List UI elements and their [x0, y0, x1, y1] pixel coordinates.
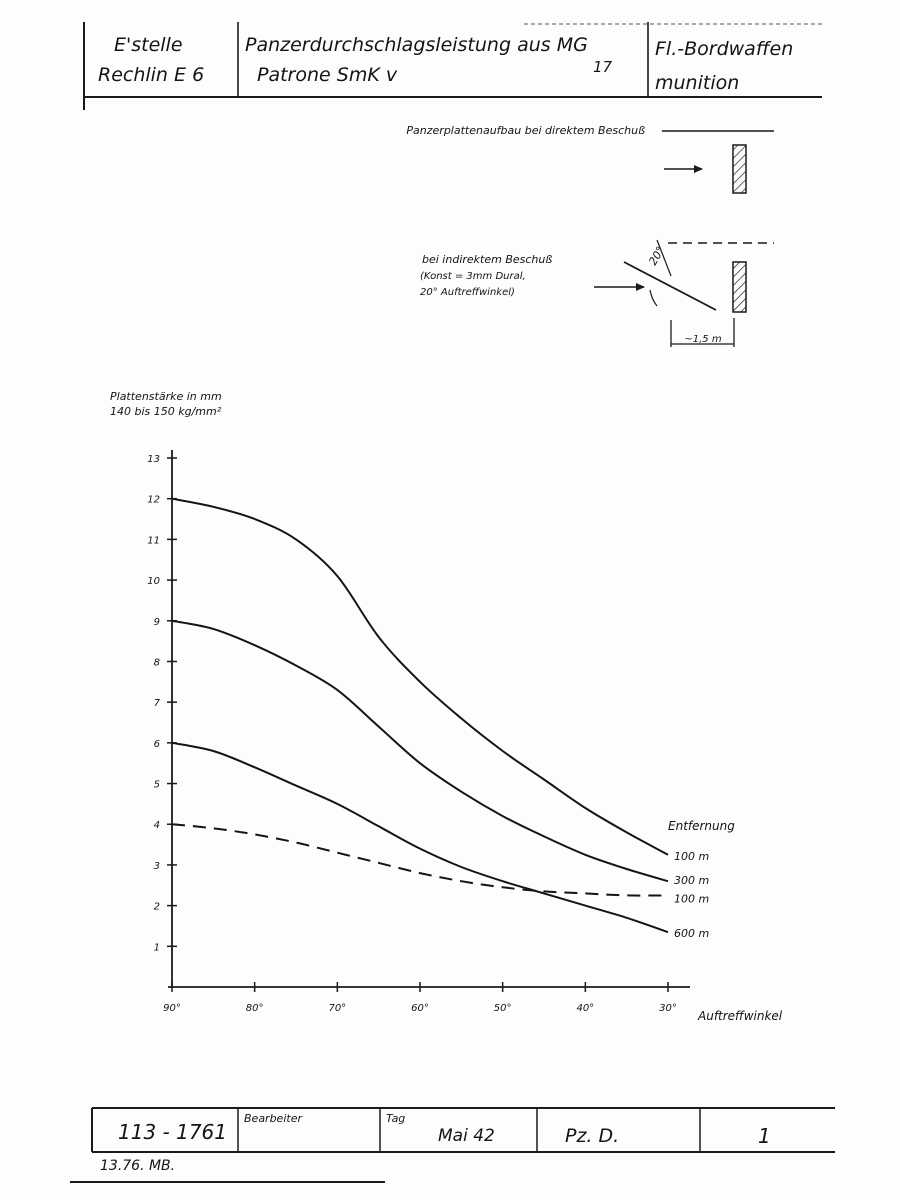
indirect-fire-line-2: (Konst = 3mm Dural,: [420, 271, 526, 282]
axes: [167, 450, 690, 992]
chart: [0, 370, 900, 1070]
series-label-0: 100 m: [674, 849, 710, 863]
y-axis-label-line-1: Plattenstärke in mm: [110, 390, 222, 403]
y-tick-label: 11: [147, 535, 160, 547]
y-tick-label: 1: [153, 942, 160, 954]
indirect-armor-plate: [733, 262, 746, 312]
x-tick-label: 50°: [493, 1003, 512, 1014]
series-layer: [172, 499, 668, 932]
footer-editor-label: Bearbeiter: [244, 1112, 302, 1125]
y-tick-label: 8: [153, 657, 160, 669]
angle-arc: [650, 290, 657, 306]
office-line-2: Rechlin E 6: [98, 64, 205, 86]
y-tick-label: 7: [153, 698, 160, 710]
x-tick-label: 40°: [576, 1003, 595, 1014]
legend-title: Entfernung: [668, 819, 735, 833]
y-tick-label: 12: [147, 494, 160, 506]
indirect-arrow-head: [636, 283, 645, 291]
series-label-1: 300 m: [674, 874, 710, 888]
y-tick-label: 6: [153, 738, 160, 750]
direct-arrow-head: [694, 165, 703, 173]
category-line-2: munition: [655, 72, 740, 94]
y-tick-label: 4: [153, 820, 160, 832]
x-tick-label: 90°: [163, 1003, 181, 1014]
x-tick-label: 30°: [659, 1003, 677, 1014]
indirect-fire-line-1: bei indirektem Beschuß: [422, 253, 553, 266]
x-tick-label: 70°: [328, 1003, 347, 1014]
category-line-1: Fl.-Bordwaffen: [655, 38, 794, 60]
series-line-3: [172, 824, 668, 895]
y-axis-label-line-2: 140 bis 150 kg/mm²: [110, 405, 222, 418]
angle-label: 20°: [646, 244, 668, 268]
series-label-3: 100 m: [674, 892, 710, 906]
title-line-2: Patrone SmK v: [257, 64, 398, 86]
x-tick-label: 60°: [411, 1003, 429, 1014]
x-tick-label: 80°: [245, 1003, 264, 1014]
y-tick-label: 3: [153, 860, 160, 872]
y-tick-label: 13: [147, 454, 160, 465]
series-line-2: [172, 743, 668, 932]
title-mg-number: 17: [593, 58, 613, 76]
labels-layer: [147, 454, 709, 1014]
y-tick-label: 10: [147, 576, 160, 588]
footer-number: 113 - 1761: [118, 1120, 228, 1144]
footer-date: Mai 42: [438, 1126, 495, 1146]
footer-department: Pz. D.: [565, 1125, 620, 1147]
footer-day-label: Tag: [386, 1112, 406, 1125]
direct-fire-label: Panzerplattenaufbau bei direktem Beschuß: [406, 124, 645, 137]
inset-diagram: [0, 0, 900, 360]
office-line-1: E'stelle: [114, 34, 183, 56]
series-line-0: [172, 499, 668, 855]
indirect-fire-line-3: 20° Auftreffwinkel): [420, 287, 515, 298]
distance-label: ~1,5 m: [684, 334, 722, 345]
y-tick-label: 9: [153, 616, 160, 628]
footer-page: 1: [758, 1124, 771, 1148]
footer-frame: [0, 1100, 900, 1200]
y-tick-label: 5: [153, 779, 160, 791]
direct-armor-plate: [733, 145, 746, 193]
x-axis-label: Auftreffwinkel: [698, 1009, 783, 1023]
series-line-1: [172, 621, 668, 881]
footer-note: 13.76. MB.: [100, 1158, 176, 1174]
series-label-2: 600 m: [674, 927, 710, 941]
title-line-1: Panzerdurchschlagsleistung aus MG: [245, 34, 588, 56]
y-tick-label: 2: [153, 901, 160, 913]
